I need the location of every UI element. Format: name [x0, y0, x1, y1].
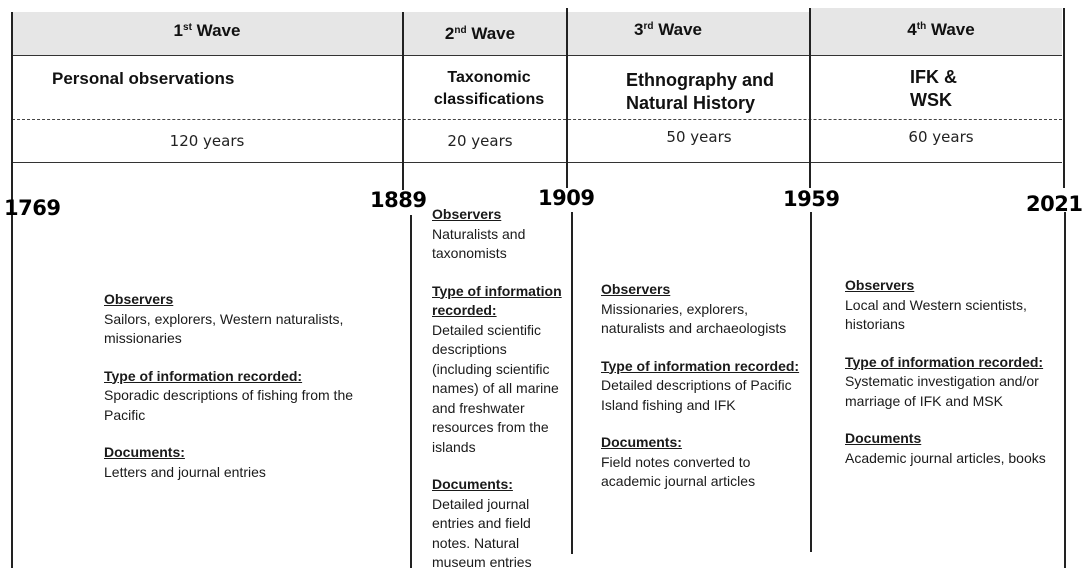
header-bottom-rule	[12, 55, 1062, 56]
year-1909: 1909	[538, 186, 595, 210]
wave-theme-1: Personal observations	[52, 69, 235, 88]
observers-label: Observers	[845, 277, 915, 293]
observers-text: Local and Western scientists, historians	[845, 296, 1027, 332]
divider-1889-lower	[410, 215, 412, 568]
wave-duration-4: 60 years	[908, 128, 974, 146]
observers-label: Observers	[601, 281, 671, 297]
wave-title-3: 3rd Wave	[634, 20, 702, 39]
observers-text: Sailors, explorers, Western naturalists, missionaries	[104, 310, 344, 346]
wave-theme-4: IFK & WSK	[910, 67, 957, 110]
year-2021: 2021	[1026, 192, 1083, 216]
observers-label: Observers	[432, 206, 502, 222]
wave-theme-3: Ethnography and Natural History	[626, 70, 774, 113]
duration-divider	[12, 119, 1062, 120]
documents-label: Documents:	[104, 444, 185, 460]
timeline-axis	[12, 162, 1062, 163]
info-label: Type of information recorded:	[432, 282, 562, 318]
info-label: Type of information recorded:	[601, 357, 800, 374]
documents-text: Field notes converted to academic journal articles	[601, 453, 756, 489]
observers-text: Naturalists and taxonomists	[432, 225, 526, 261]
wave-details-1	[104, 290, 369, 482]
documents-text: Academic journal articles, books	[845, 449, 1046, 466]
documents-label: Documents	[845, 430, 922, 446]
divider-1909-lower	[571, 212, 573, 554]
documents-text: Detailed journal entries and field notes. Natural museum entries	[432, 495, 532, 570]
year-1889: 1889	[370, 188, 427, 212]
divider-2021-lower	[1064, 212, 1066, 568]
info-text: Detailed scientific descriptions (including scientific names) of all marine and freshwater resources from the islands	[432, 321, 559, 455]
observers-label: Observers	[104, 291, 174, 307]
documents-label: Documents:	[432, 476, 513, 492]
wave-details-3	[601, 280, 801, 492]
wave-duration-3: 50 years	[666, 128, 732, 146]
year-1769: 1769	[4, 196, 61, 220]
wave-theme-2: Taxonomic classifications	[433, 69, 545, 108]
wave-title-1: 1st Wave	[173, 21, 241, 40]
wave-duration-2: 20 years	[447, 132, 513, 150]
documents-text: Letters and journal entries	[104, 463, 266, 480]
info-label: Type of information recorded:	[845, 353, 1044, 370]
info-text: Sporadic descriptions of fishing from the Pacific	[104, 387, 354, 423]
wave-details-2	[432, 205, 566, 573]
info-label: Type of information recorded:	[104, 367, 303, 384]
info-text: Systematic investigation and/or marriage of IFK and MSK	[845, 373, 1039, 409]
divider-1959-lower	[810, 212, 812, 552]
wave-title-2: 2nd Wave	[444, 24, 516, 43]
wave-duration-1: 120 years	[169, 132, 245, 150]
documents-label: Documents:	[601, 434, 682, 450]
wave-title-4: 4th Wave	[907, 20, 975, 39]
observers-text: Missionaries, explorers, naturalists and archaeologists	[601, 300, 787, 336]
divider-1769	[11, 12, 13, 568]
info-text: Detailed descriptions of Pacific Island fishing and IFK	[601, 377, 792, 413]
year-1959: 1959	[783, 187, 840, 211]
wave-details-4	[845, 276, 1055, 468]
